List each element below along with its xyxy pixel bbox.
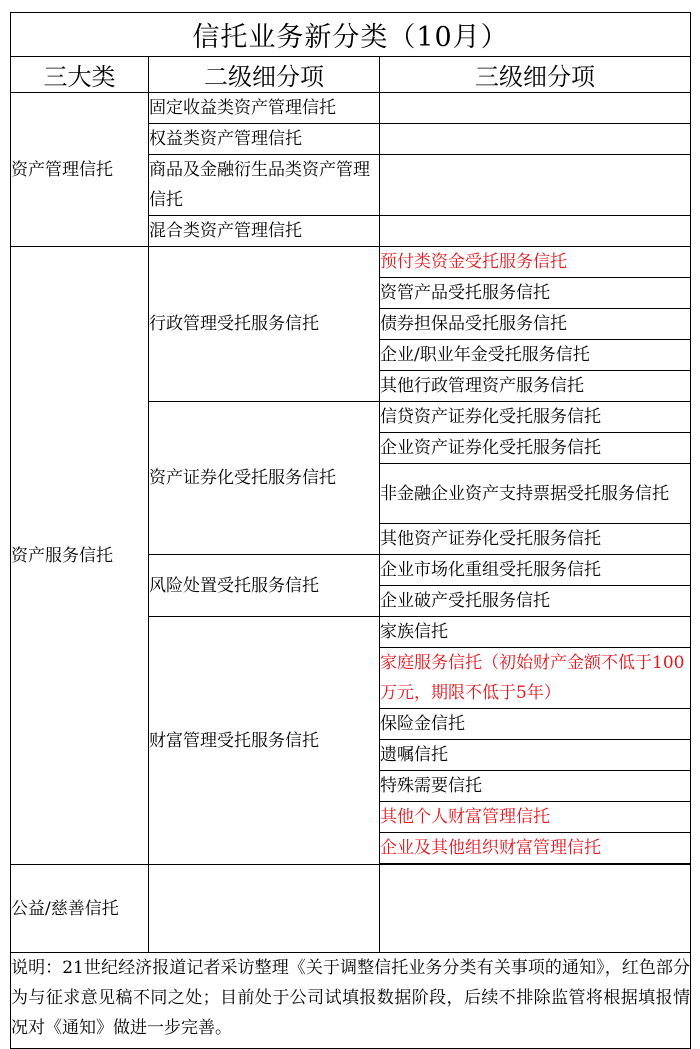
subcategory-cell: 固定收益类资产管理信托 (149, 93, 380, 124)
item-cell: 信贷资产证券化受托服务信托 (380, 402, 691, 433)
item-cell: 保险金信托 (380, 709, 691, 740)
table-title: 信托业务新分类（10月） (11, 13, 691, 57)
category-asset-service: 资产服务信托 (11, 247, 149, 865)
item-cell: 企业资产证券化受托服务信托 (380, 433, 691, 464)
item-cell-highlighted: 家庭服务信托（初始财产金额不低于100万元，期限不低于5年） (380, 648, 691, 709)
item-cell-highlighted: 企业及其他组织财富管理信托 (380, 833, 691, 864)
empty-cell (380, 155, 691, 216)
subcategory-securitization: 资产证券化受托服务信托 (149, 402, 380, 555)
item-cell: 特殊需要信托 (380, 771, 691, 802)
item-cell: 债券担保品受托服务信托 (380, 309, 691, 340)
item-cell: 企业/职业年金受托服务信托 (380, 340, 691, 371)
classification-table (10, 12, 691, 1049)
item-cell-highlighted: 预付类资金受托服务信托 (380, 247, 691, 278)
header-level2: 二级细分项 (149, 57, 380, 93)
subcategory-wealth-management: 财富管理受托服务信托 (149, 617, 380, 865)
header-level3: 三级细分项 (380, 57, 691, 93)
item-cell: 其他资产证券化受托服务信托 (380, 524, 691, 555)
subcategory-administrative: 行政管理受托服务信托 (149, 247, 380, 402)
item-cell: 其他行政管理资产服务信托 (380, 371, 691, 402)
subcategory-cell: 权益类资产管理信托 (149, 124, 380, 155)
category-asset-management: 资产管理信托 (11, 93, 149, 247)
item-cell: 企业破产受托服务信托 (380, 586, 691, 617)
subcategory-risk-disposal: 风险处置受托服务信托 (149, 555, 380, 617)
header-level1: 三大类 (11, 57, 149, 93)
item-cell: 资管产品受托服务信托 (380, 278, 691, 309)
item-cell: 企业市场化重组受托服务信托 (380, 555, 691, 586)
empty-cell (149, 865, 380, 953)
empty-cell (380, 124, 691, 155)
subcategory-cell: 商品及金融衍生品类资产管理信托 (149, 155, 380, 216)
subcategory-cell: 混合类资产管理信托 (149, 216, 380, 247)
category-charity: 公益/慈善信托 (11, 865, 149, 953)
empty-cell (380, 93, 691, 124)
empty-cell (380, 865, 691, 953)
empty-cell (380, 216, 691, 247)
footnote: 说明：21世纪经济报道记者采访整理《关于调整信托业务分类有关事项的通知》，红色部分为与征求意见稿不同之处；目前处于公司试填报数据阶段，后续不排除监管将根据填报情况对《通知》做进一步完善。 (11, 953, 691, 1049)
item-cell: 非金融企业资产支持票据受托服务信托 (380, 464, 691, 524)
item-cell: 遗嘱信托 (380, 740, 691, 771)
item-cell-highlighted: 其他个人财富管理信托 (380, 802, 691, 833)
item-cell: 家族信托 (380, 617, 691, 648)
